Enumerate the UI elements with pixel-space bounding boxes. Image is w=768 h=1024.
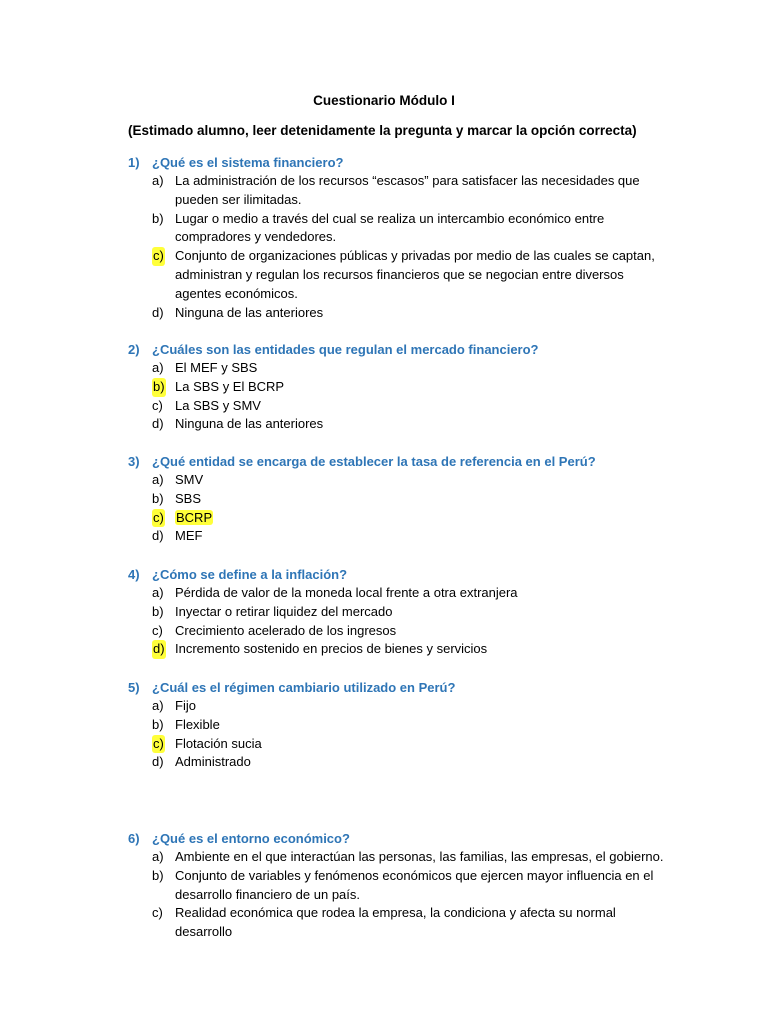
option-letter-highlighted: c) <box>152 735 165 754</box>
question-number: 5) <box>128 680 140 695</box>
question-text: ¿Cómo se define a la inflación? <box>152 567 348 582</box>
option-letter: b) <box>152 603 164 619</box>
question-number: 1) <box>128 155 140 170</box>
option-letter-highlighted: b) <box>152 378 166 397</box>
question-text: ¿Qué es el entorno económico? <box>152 831 350 846</box>
question-4 <box>0 565 768 659</box>
option-text <box>175 509 213 528</box>
option-text: El MEF y SBS <box>175 360 258 375</box>
answer-option <box>0 904 768 942</box>
answer-option <box>0 867 768 905</box>
question-1 <box>0 153 768 322</box>
answer-option <box>0 471 768 490</box>
answer-option <box>0 247 768 303</box>
question-6 <box>0 829 768 942</box>
answer-option <box>0 622 768 641</box>
answer-option <box>0 753 768 772</box>
answer-option <box>0 603 768 622</box>
question-text: ¿Cuáles son las entidades que regulan el mercado financiero? <box>152 342 539 357</box>
answer-option <box>0 735 768 754</box>
question-heading <box>0 829 768 848</box>
question-number: 3) <box>128 454 140 469</box>
option-text: Conjunto de organizaciones públicas y privadas por medio de las cuales se captan, administran y regulan los recursos financieros que se negocian entre diversos agentes económicos. <box>175 248 655 301</box>
option-letter-highlighted: c) <box>152 247 165 266</box>
option-text: La SBS y El BCRP <box>175 378 285 394</box>
question-text: ¿Qué entidad se encarga de establecer la tasa de referencia en el Perú? <box>152 454 596 469</box>
option-letter: a) <box>152 849 164 864</box>
option-text: MEF <box>175 528 203 544</box>
option-letter: c) <box>152 622 163 638</box>
option-text: Ninguna de las anteriores <box>175 304 324 320</box>
option-letter-highlighted: d) <box>152 640 166 659</box>
document-title: Cuestionario Módulo I <box>313 93 455 108</box>
option-text: Flotación sucia <box>175 735 262 751</box>
option-text: Conjunto de variables y fenómenos económicos que ejercen mayor influencia en el desarrollo financiero de un país. <box>175 867 654 902</box>
option-text: SMV <box>175 472 204 487</box>
option-letter: b) <box>152 210 164 226</box>
option-letter: a) <box>152 698 164 713</box>
question-heading <box>0 565 768 584</box>
option-text: Administrado <box>175 754 251 770</box>
answer-option <box>0 210 768 248</box>
option-letter-highlighted: c) <box>152 509 165 528</box>
question-heading <box>0 452 768 471</box>
option-text: Ninguna de las anteriores <box>175 416 324 432</box>
option-text: Incremento sostenido en precios de bienes y servicios <box>175 641 488 657</box>
question-number: 6) <box>128 831 140 846</box>
answer-option <box>0 640 768 659</box>
option-letter: a) <box>152 173 164 188</box>
option-text-highlighted: BCRP <box>176 509 213 525</box>
answer-option <box>0 415 768 434</box>
option-text: Fijo <box>175 698 196 713</box>
option-letter: a) <box>152 360 164 375</box>
answer-option <box>0 378 768 397</box>
option-text: Inyectar o retirar liquidez del mercado <box>175 603 393 619</box>
answer-option <box>0 359 768 378</box>
option-letter: d) <box>152 528 164 544</box>
option-text: Realidad económica que rodea la empresa, la condiciona y afecta su normal desarrollo <box>175 905 616 940</box>
option-text: Pérdida de valor de la moneda local frente a otra extranjera <box>175 585 518 600</box>
answer-option <box>0 172 768 210</box>
answer-option <box>0 697 768 716</box>
answer-option <box>0 304 768 323</box>
answer-option <box>0 527 768 546</box>
question-number: 4) <box>128 567 140 582</box>
answer-option <box>0 490 768 509</box>
option-text: SBS <box>175 490 202 506</box>
option-text: Crecimiento acelerado de los ingresos <box>175 622 397 638</box>
question-heading <box>0 153 768 172</box>
question-heading <box>0 678 768 697</box>
question-2 <box>0 340 768 434</box>
answer-option <box>0 848 768 867</box>
option-letter: b) <box>152 867 164 883</box>
option-letter: b) <box>152 490 164 506</box>
option-letter: c) <box>152 397 163 413</box>
instructions: (Estimado alumno, leer detenidamente la pregunta y marcar la opción correcta) <box>128 123 637 138</box>
answer-option <box>0 584 768 603</box>
question-heading <box>0 340 768 359</box>
option-letter: a) <box>152 472 164 487</box>
option-text: Lugar o medio a través del cual se realiza un intercambio económico entre compradores y vendedores. <box>175 210 605 245</box>
answer-option <box>0 716 768 735</box>
answer-option <box>0 509 768 528</box>
question-5 <box>0 678 768 772</box>
question-text: ¿Cuál es el régimen cambiario utilizado en Perú? <box>152 680 456 695</box>
option-letter: c) <box>152 905 163 921</box>
option-letter: d) <box>152 304 164 320</box>
option-letter: d) <box>152 754 164 770</box>
question-number: 2) <box>128 342 140 357</box>
question-3 <box>0 452 768 546</box>
question-text: ¿Qué es el sistema financiero? <box>152 155 344 170</box>
option-text: Ambiente en el que interactúan las personas, las familias, las empresas, el gobierno. <box>175 849 664 864</box>
option-letter: b) <box>152 716 164 732</box>
answer-option <box>0 397 768 416</box>
option-letter: a) <box>152 585 164 600</box>
option-text: La administración de los recursos “escasos” para satisfacer las necesidades que pueden ser ilimitadas. <box>175 173 640 207</box>
option-letter: d) <box>152 416 164 432</box>
option-text: La SBS y SMV <box>175 397 261 413</box>
option-text: Flexible <box>175 716 220 732</box>
